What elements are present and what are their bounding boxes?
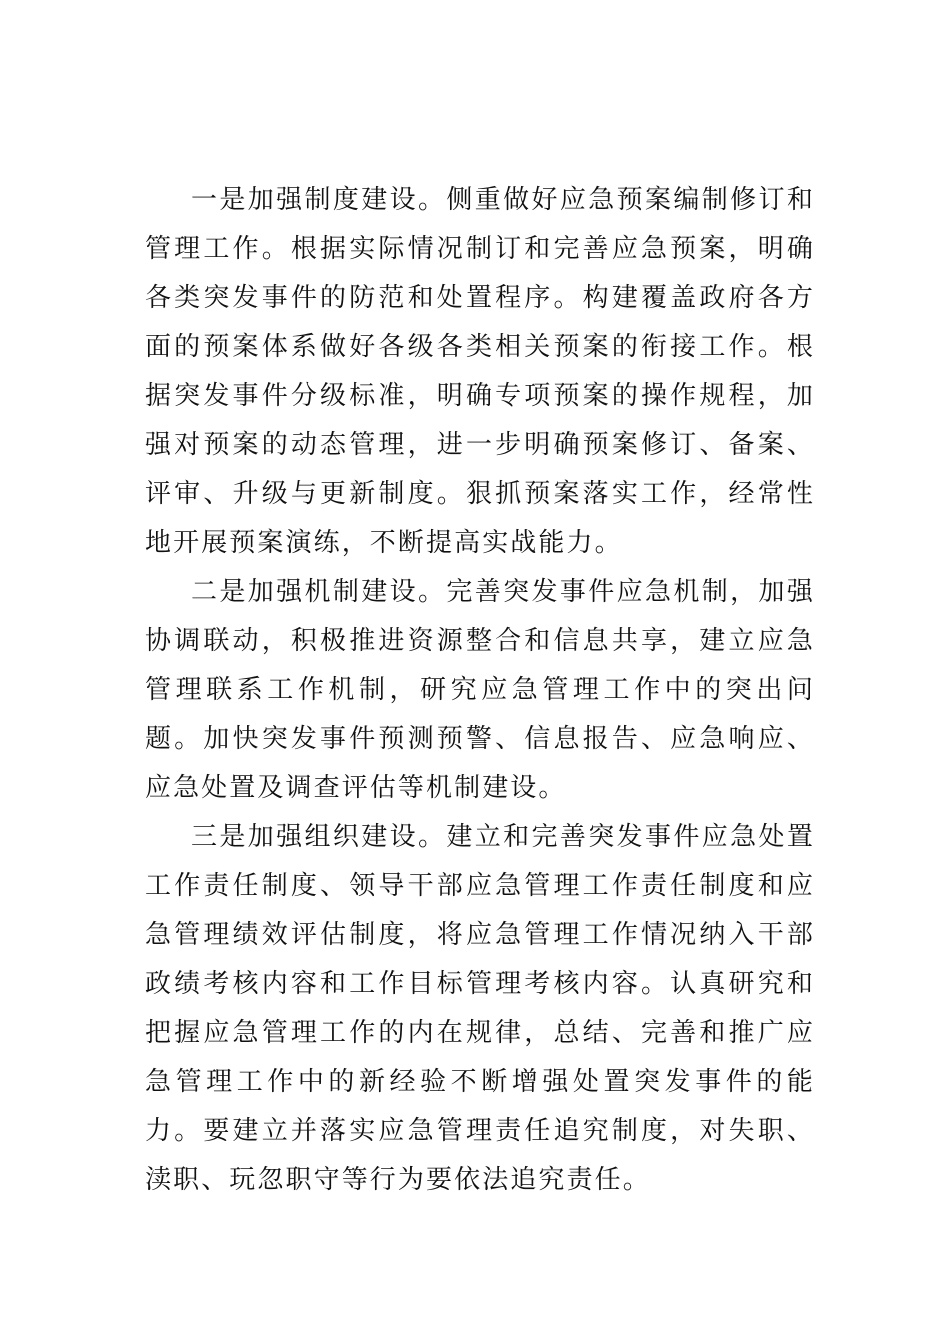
document-body [145, 176, 815, 1205]
paragraph-organization-building: 三是加强组织建设。建立和完善突发事件应急处置工作责任制度、领导干部应急管理工作责任制度和应急管理绩效评估制度，将应急管理工作情况纳入干部政绩考核内容和工作目标管理考核内容。认真研究和把握应急管理工作的内在规律，总结、完善和推广应急管理工作中的新经验不断增强处置突发事件的能力。要建立并落实应急管理责任追究制度，对失职、渎职、玩忽职守等行为要依法追究责任。 [145, 822, 815, 1195]
paragraph-institution-building: 一是加强制度建设。侧重做好应急预案编制修订和管理工作。根据实际情况制订和完善应急预案，明确各类突发事件的防范和处置程序。构建覆盖政府各方面的预案体系做好各级各类相关预案的衔接工作。根据突发事件分级标准，明确专项预案的操作规程，加强对预案的动态管理，进一步明确预案修订、备案、评审、升级与更新制度。狠抓预案落实工作，经常性地开展预案演练，不断提高实战能力。 [145, 185, 815, 558]
paragraph-mechanism-building: 二是加强机制建设。完善突发事件应急机制，加强协调联动，积极推进资源整合和信息共享，建立应急管理联系工作机制，研究应急管理工作中的突出问题。加快突发事件预测预警、信息报告、应急响应、应急处置及调查评估等机制建设。 [145, 577, 815, 803]
